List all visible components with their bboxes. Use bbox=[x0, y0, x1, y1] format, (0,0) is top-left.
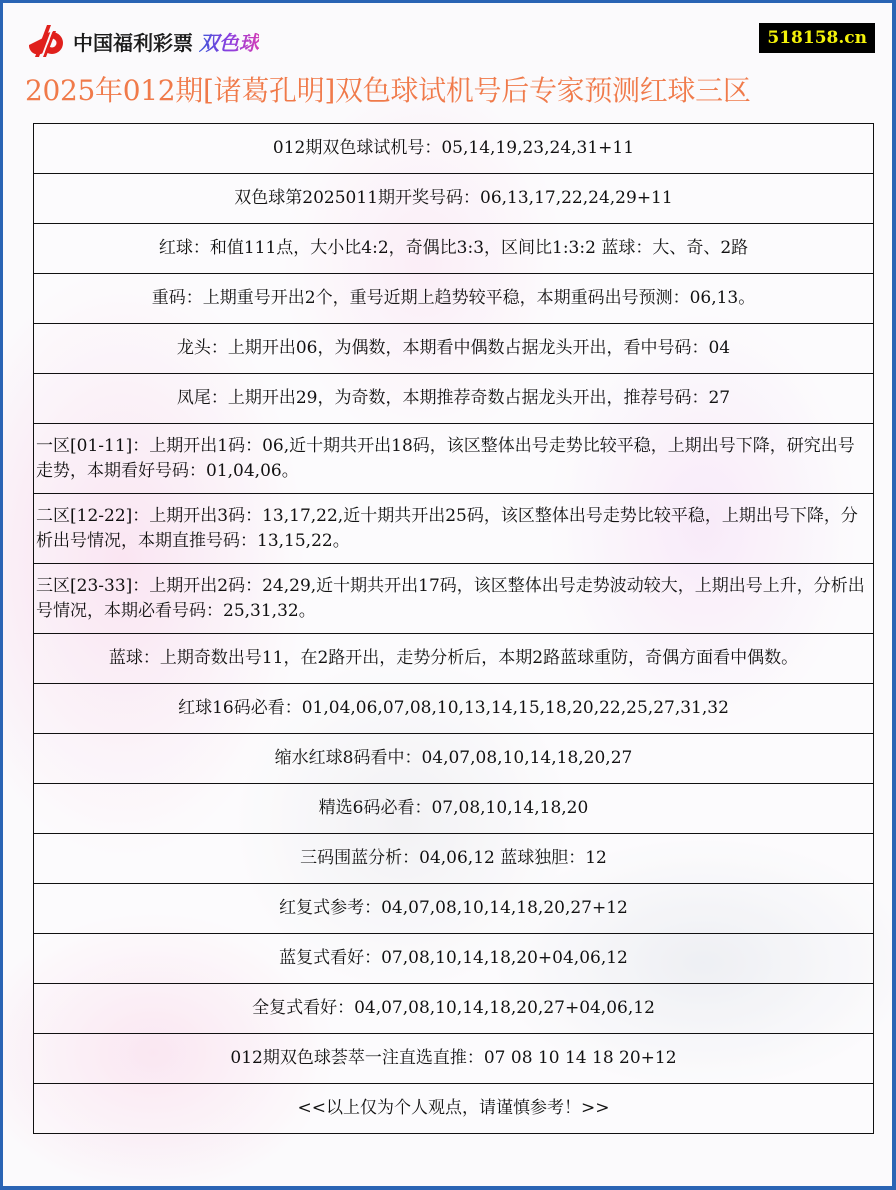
row-select-6: 精选6码必看：07,08,10,14,18,20 bbox=[34, 784, 874, 834]
row-repeat-numbers: 重码：上期重号开出2个，重号近期上趋势较平稳，本期重码出号预测：06,13。 bbox=[34, 274, 874, 324]
lottery-logo bbox=[21, 23, 259, 59]
table-row bbox=[34, 494, 874, 564]
table-row bbox=[34, 374, 874, 424]
table-row bbox=[34, 274, 874, 324]
table-row bbox=[34, 124, 874, 174]
row-last-draw: 双色球第2025011期开奖号码：06,13,17,22,24,29+11 bbox=[34, 174, 874, 224]
logo-text-primary: 中国福利彩票 bbox=[73, 30, 193, 55]
table-row bbox=[34, 634, 874, 684]
table-row bbox=[34, 934, 874, 984]
table-row bbox=[34, 684, 874, 734]
table-row bbox=[34, 324, 874, 374]
page-title: 2025年012期[诸葛孔明]双色球试机号后专家预测红球三区 bbox=[25, 74, 751, 107]
row-trial-numbers: 012期双色球试机号：05,14,19,23,24,31+11 bbox=[34, 124, 874, 174]
site-badge[interactable]: 518158.cn bbox=[759, 23, 875, 53]
table-row bbox=[34, 984, 874, 1034]
row-red-multiple: 红复式参考：04,07,08,10,14,18,20,27+12 bbox=[34, 884, 874, 934]
row-red-16: 红球16码必看：01,04,06,07,08,10,13,14,15,18,20,22,25,27,31,32 bbox=[34, 684, 874, 734]
table-row bbox=[34, 424, 874, 494]
table-row bbox=[34, 174, 874, 224]
row-blue-ball: 蓝球：上期奇数出号11，在2路开出，走势分析后，本期2路蓝球重防，奇偶方面看中偶数。 bbox=[34, 634, 874, 684]
table-row bbox=[34, 734, 874, 784]
row-zone-3: 三区[23-33]：上期开出2码：24,29,近十期共开出17码，该区整体出号走势波动较大，上期出号上升，分析出号情况，本期必看号码：25,31,32。 bbox=[34, 564, 874, 634]
welfare-lottery-logo-icon bbox=[21, 23, 67, 59]
prediction-table bbox=[33, 123, 874, 1134]
row-draw-stats: 红球：和值111点，大小比4:2，奇偶比3:3，区间比1:3:2 蓝球：大、奇、2路 bbox=[34, 224, 874, 274]
table-row bbox=[34, 224, 874, 274]
table-row bbox=[34, 564, 874, 634]
row-blue-three: 三码围蓝分析：04,06,12 蓝球独胆：12 bbox=[34, 834, 874, 884]
row-blue-multiple: 蓝复式看好：07,08,10,14,18,20+04,06,12 bbox=[34, 934, 874, 984]
row-disclaimer: <<以上仅为个人观点，请谨慎参考！>> bbox=[34, 1084, 874, 1134]
table-row bbox=[34, 784, 874, 834]
row-tail-number: 凤尾：上期开出29，为奇数，本期推荐奇数占据龙头开出，推荐号码：27 bbox=[34, 374, 874, 424]
table-row bbox=[34, 834, 874, 884]
row-single-pick: 012期双色球荟萃一注直选直推：07 08 10 14 18 20+12 bbox=[34, 1034, 874, 1084]
table-row bbox=[34, 1084, 874, 1134]
row-head-number: 龙头：上期开出06，为偶数，本期看中偶数占据龙头开出，看中号码：04 bbox=[34, 324, 874, 374]
row-zone-2: 二区[12-22]：上期开出3码：13,17,22,近十期共开出25码，该区整体出号走势比较平稳，上期出号下降，分析出号情况，本期直推号码：13,15,22。 bbox=[34, 494, 874, 564]
logo-text-secondary: 双色球 bbox=[199, 27, 259, 56]
row-zone-1: 一区[01-11]：上期开出1码：06,近十期共开出18码，该区整体出号走势比较平稳，上期出号下降，研究出号走势，本期看好号码：01,04,06。 bbox=[34, 424, 874, 494]
table-row bbox=[34, 1034, 874, 1084]
row-red-8: 缩水红球8码看中：04,07,08,10,14,18,20,27 bbox=[34, 734, 874, 784]
row-full-multiple: 全复式看好：04,07,08,10,14,18,20,27+04,06,12 bbox=[34, 984, 874, 1034]
table-row bbox=[34, 884, 874, 934]
